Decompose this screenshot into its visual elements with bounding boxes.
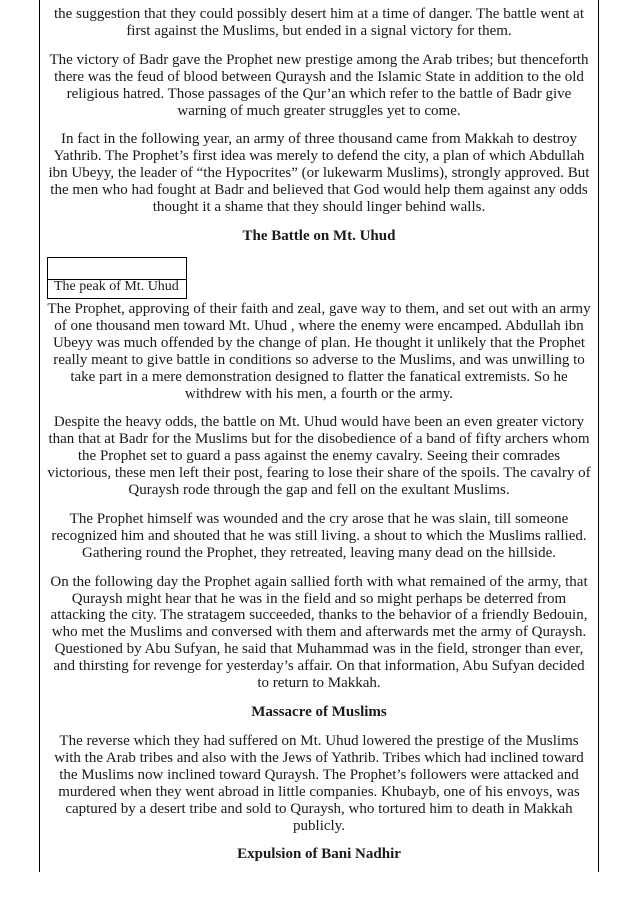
paragraph: the suggestion that they could possibly desert him at a time of danger. The battle went at first against the Muslims, but ended in a signal victory for them. bbox=[53, 6, 585, 39]
paragraph: The reverse which they had suffered on Mt. Uhud lowered the prestige of the Muslims with the Arab tribes and also with the Jews of Yathrib. Tribes which had inclined toward the Muslims now inclined toward Quraysh. The Prophet’s followers were attacked and murdered when they went abroad in little companies. Khubayb, one of his envoys, was captured by a desert tribe and sold to Quraysh, who tortured him to death in Makkah publicly. bbox=[54, 733, 584, 834]
paragraph: Despite the heavy odds, the battle on Mt. Uhud would have been an even greater victory than that at Badr for the Muslims but for the disobedience of a band of fifty archers whom the Prophet set to guard a pass against the enemy cavalry. Seeing their comrades victorious, these men left their post, fearing to lose their share of the spoils. The cavalry of Quraysh rode through the gap and fell on the exultant Muslims. bbox=[47, 414, 591, 499]
paragraph: The victory of Badr gave the Prophet new prestige among the Arab tribes; but thenceforth there was the feud of blood between Quraysh and the Islamic State in addition to the old religious hatred. Those passages of the Qur’an which refer to the battle of Badr give warning of much greater struggles yet to come. bbox=[49, 51, 589, 119]
page-frame bbox=[39, 0, 599, 872]
paragraph: On the following day the Prophet again sallied forth with what remained of the army, that Quraysh might hear that he was in the field and so might perhaps be deterred from attacking the city. The stratagem succeeded, thanks to the behavior of a friendly Bedouin, who met the Muslims and conversed with them and afterwards met the army of Quraysh. Questioned by Abu Sufyan, he said that Muhammad was in the field, stronger than ever, and thirsting for revenge for yesterday’s affair. On that information, Abu Sufyan decided to return to Makkah. bbox=[50, 573, 588, 692]
paragraph: The Prophet himself was wounded and the cry arose that he was slain, till someone recognized him and shouted that he was still living. a shout to which the Muslims rallied. Gathering round the Prophet, they retreated, leaving many dead on the hillside. bbox=[51, 510, 587, 561]
document-body bbox=[46, 6, 592, 875]
figure-caption: The peak of Mt. Uhud bbox=[54, 278, 179, 294]
section-heading-expulsion: Expulsion of Bani Nadhir bbox=[237, 846, 401, 863]
paragraph: In fact in the following year, an army of three thousand came from Makkah to destroy Yathrib. The Prophet’s first idea was merely to defend the city, a plan of which Abdullah ibn Ubeyy, the leader of “the Hypocrites” (or lukewarm Muslims), strongly approved. But the men who had fought at Badr and believed that God would help them against any odds thought it a shame that they should linger behind walls. bbox=[48, 131, 590, 216]
figure-placeholder bbox=[47, 257, 187, 299]
section-heading-uhud: The Battle on Mt. Uhud bbox=[242, 227, 396, 244]
section-heading-massacre: Massacre of Muslims bbox=[251, 704, 387, 720]
paragraph: The Prophet, approving of their faith and zeal, gave way to them, and set out with an army of one thousand men toward Mt. Uhud , where the enemy were encamped. Abdullah ibn Ubeyy was much offended by the change of plan. He thought it unlikely that the Prophet really meant to give battle in conditions so adverse to the Muslims, and was unwilling to take part in a mere demonstration designed to flatter the fanatical extremists. So he withdrew with his men, a fourth or the army. bbox=[47, 300, 591, 402]
